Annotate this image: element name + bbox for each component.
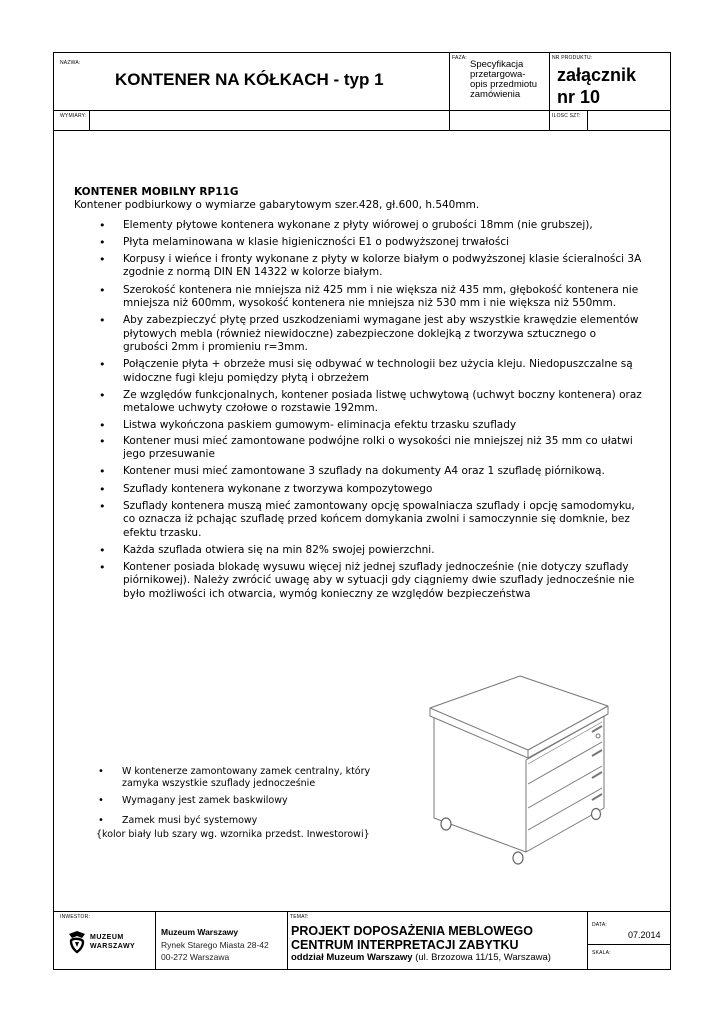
header-divider — [53, 110, 671, 111]
museum-logo-icon — [66, 930, 88, 954]
spec-heading: KONTENER MOBILNY RP11G — [74, 186, 239, 198]
list-item: • Korpusy i wieńce i fronty wykonane z płyty w kolorze białym o podwyższonej klasie ścieralności 3A zgodnie z normą DIN EN 14322 w kolorze białym. — [123, 253, 644, 280]
lock-specification — [98, 766, 398, 841]
mobile-cabinet-drawing — [420, 660, 620, 870]
nr-produktu-caption: NR PRODUKTU: — [552, 55, 593, 61]
nazwa-caption: NAZWA: — [60, 60, 81, 66]
list-item: • Każda szuflada otwiera się na min 82% swojej powierzchni. — [123, 544, 644, 557]
list-item: • Kontener musi mieć zamontowane podwójne rolki o wysokości nie mniejszej niż 35 mm co ułatwi jego przesuwanie — [123, 435, 644, 462]
project-branch: oddział Muzeum Warszawy (ul. Brzozowa 11/15, Warszawa) — [291, 952, 551, 963]
header-col-divider-3 — [549, 52, 550, 130]
footer-col-divider-2 — [287, 911, 288, 970]
spec-list — [74, 219, 644, 601]
spec-intro: Kontener podbiurkowy o wymiarze gabarytowym szer.428, gł.600, h.540mm. — [74, 199, 480, 212]
list-item: • Szuflady kontenera wykonane z tworzywa kompozytowego — [123, 483, 644, 496]
data-caption: DATA: — [592, 922, 607, 928]
ilosc-caption: ILOSC SZT: — [552, 113, 581, 119]
list-item: • Listwa wykończona paskiem gumowym- eliminacja efektu trzasku szuflady — [123, 419, 644, 432]
color-note: {kolor biały lub szary wg. wzornika przedst. Inwestorowi} — [96, 829, 370, 840]
list-item: • W kontenerze zamontowany zamek centralny, który zamyka wszystkie szuflady jednocześnie — [122, 766, 398, 790]
faza-caption: FAZA: — [452, 55, 467, 61]
temat-caption: TEMAT: — [290, 914, 309, 920]
footer-col-divider-3 — [587, 911, 588, 970]
wymiary-caption: WYMIARY: — [60, 113, 87, 119]
header-col-divider-4 — [587, 110, 588, 130]
list-item: • Zamek musi być systemowy — [122, 815, 398, 827]
lock-list — [98, 766, 398, 827]
investor-address: Rynek Starego Miasta 28-42 00-272 Warszawa — [161, 940, 269, 962]
project-title: PROJEKT DOPOSAŻENIA MEBLOWEGO CENTRUM INTERPRETACJI ZABYTKU — [291, 924, 533, 952]
museum-logo-text: MUZEUM WARSZAWY — [90, 934, 136, 950]
list-item: • Ze względów funkcjonalnych, kontener posiada listwę uchwytową (uchwyt boczny kontenera) oraz metalowe uchwyty czołowe o rozstawie 192mm. — [123, 389, 644, 416]
footer-col-divider-1 — [155, 911, 156, 970]
list-item: • Elementy płytowe kontenera wykonane z płyty wiórowej o grubości 18mm (nie grubszej), — [123, 219, 644, 232]
header-col-divider-2 — [449, 52, 450, 130]
list-item: • Kontener posiada blokadę wysuwu więcej niż jednej szuflady jednocześnie (nie dotyczy szuflady piórnikowej). Należy zwrócić uwagę aby w sytuacji gdy ciągniemy dwie szuflady jednocześnie nie było możliwości ich otwarcia, wymóg konieczny ze względów bezpieczeństwa — [123, 561, 644, 601]
list-item: • Połączenie płyta + obrzeże musi się odbywać w technologii bez użycia kleju. Niedopuszczalne są widoczne fugi kleju pomiędzy płytą i obrzeżem — [123, 358, 644, 385]
list-item: • Płyta melaminowana w klasie higieniczności E1 o podwyższonej trwałości — [123, 236, 644, 249]
faza-value: Specyfikacja przetargowa- opis przedmiotu zamówienia — [470, 59, 538, 100]
document-title: KONTENER NA KÓŁKACH - typ 1 — [115, 70, 384, 89]
list-item: • Szerokość kontenera nie mniejsza niż 425 mm i nie większa niż 435 mm, głębokość kontenera nie mniejsza niż 600mm, wysokość kontenera nie mniejsza niż 530 mm i nie większa niż 550mm. — [123, 284, 644, 311]
header-col-divider-1 — [89, 110, 90, 130]
document-date: 07.2014 — [628, 930, 661, 940]
list-item: • Szuflady kontenera muszą mieć zamontowany opcję spowalniacza szuflady i opcję samodomyku, co oznacza iż pchając szufladę przed końcem domykania zwolni i samoczynnie się domknie, bez efektu trzasku. — [123, 500, 644, 540]
investor-name: Muzeum Warszawy — [161, 927, 239, 937]
product-number: załącznik nr 10 — [557, 65, 637, 107]
inwestor-caption: INWESTOR: — [60, 914, 91, 920]
footer-top-line — [53, 911, 671, 912]
list-item: • Wymagany jest zamek baskwilowy — [122, 795, 398, 807]
list-item: • Aby zabezpieczyć płytę przed uszkodzeniami wymagane jest aby wszystkie krawędzie elementów płytowych mebla (również niewidoczne) zabezpieczone doklejką z tworzywa sztucznego o grubości 2mm i promieniu r=3mm. — [123, 314, 644, 354]
specification-content — [74, 186, 644, 605]
skala-caption: SKALA: — [592, 950, 611, 956]
list-item: • Kontener musi mieć zamontowane 3 szuflady na dokumenty A4 oraz 1 szufladę piórnikową. — [123, 465, 644, 478]
footer-date-line — [587, 944, 671, 945]
dimensions-divider — [53, 130, 671, 131]
